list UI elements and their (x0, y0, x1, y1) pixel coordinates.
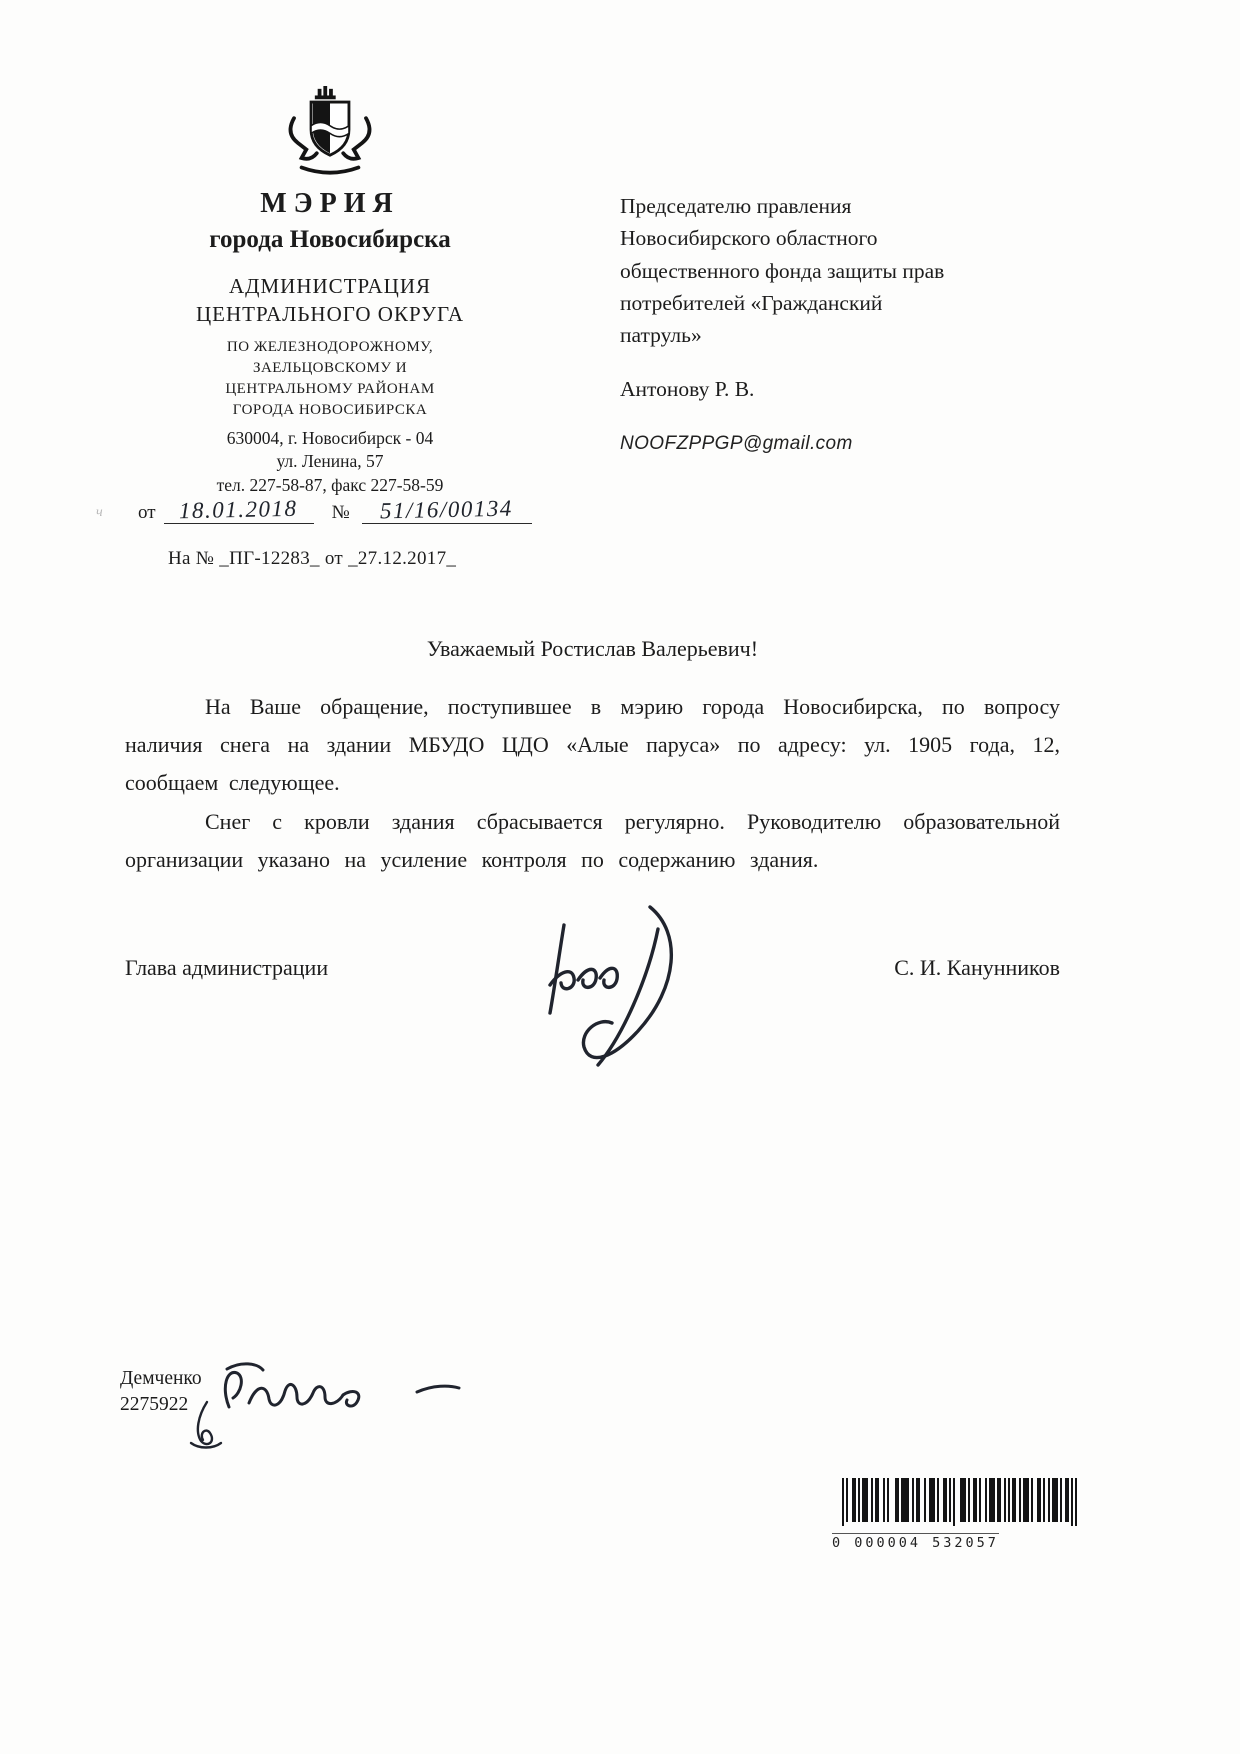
body-paragraph-2: Снег с кровли здания сбрасывается регулярно. Руководителю образовательной организации указано на усиление контроля по содержанию здания. (125, 809, 1060, 873)
barcode (832, 1478, 1088, 1526)
recipient-line: Председателю правления (620, 194, 852, 218)
org-name-line2: города Новосибирска (209, 226, 451, 253)
salutation: Уважаемый Ростислав Валерьевич! (426, 636, 759, 661)
districts-list (110, 337, 550, 421)
signer-position: Глава администрации (125, 955, 329, 980)
recipient-name: Антонову Р. В. (620, 377, 755, 402)
incoming-reference-line: На № _ПГ-12283_ от _27.12.2017_ (168, 548, 457, 569)
recipient-line: потребителей «Гражданский (620, 290, 883, 315)
district-line: ЦЕНТРАЛЬНОМУ РАЙОНАМ (225, 380, 435, 397)
division-line2: ЦЕНТРАЛЬНОГО ОКРУГА (195, 302, 465, 327)
district-line: ГОРОДА НОВОСИБИРСКА (232, 401, 428, 418)
district-line: ПО ЖЕЛЕЗНОДОРОЖНОМУ, (226, 338, 434, 355)
address-block (110, 427, 550, 498)
recipient-email: NOOFZPPGP@gmail.com (620, 432, 853, 454)
division-name (110, 272, 550, 329)
barcode-digits: 0 000004 532057 (832, 1535, 999, 1551)
body-paragraph-1: На Ваше обращение, поступившее в мэрию города Новосибирска, по вопросу наличия снега на здании МБУДО ЦДО «Алые паруса» по адресу: ул. 1905 года, 12, сообщаем следующее. (125, 694, 1060, 795)
signature-handwriting (500, 895, 750, 1080)
executor-phone: 2275922 (120, 1394, 189, 1416)
recipient-line: патруль» (620, 323, 702, 347)
executor-name: Демченко (120, 1368, 202, 1389)
phone-fax: тел. 227-58-87, факс 227-58-59 (216, 474, 444, 495)
barcode-block (832, 1478, 1094, 1552)
executor-signature-scribble (195, 1345, 495, 1445)
letterhead (110, 86, 550, 498)
recipient-line: общественного фонда защиты прав (620, 258, 945, 283)
recipient-line: Новосибирского областного (620, 226, 878, 251)
district-line: ЗАЕЛЬЦОВСКОМУ И (252, 359, 408, 376)
outgoing-number-handwritten: 51/16/00134 (380, 495, 514, 524)
outgoing-date-handwritten: 18.01.2018 (179, 495, 299, 524)
signer-name: С. И. Канунников (894, 955, 1060, 980)
postal-address: 630004, г. Новосибирск - 04 (226, 427, 434, 448)
ref-from-label: от (138, 502, 156, 523)
ref-number-label: № (331, 502, 350, 523)
letter-body (125, 688, 1060, 879)
scan-smudge: ч (96, 505, 103, 520)
outgoing-reference-line (138, 496, 608, 524)
org-name-line1: МЭРИЯ (260, 188, 400, 219)
street-address: ул. Ленина, 57 (276, 451, 384, 472)
novosibirsk-coat-of-arms-icon (282, 86, 378, 176)
division-line1: АДМИНИСТРАЦИЯ (229, 274, 431, 298)
recipient-block (620, 190, 1060, 458)
